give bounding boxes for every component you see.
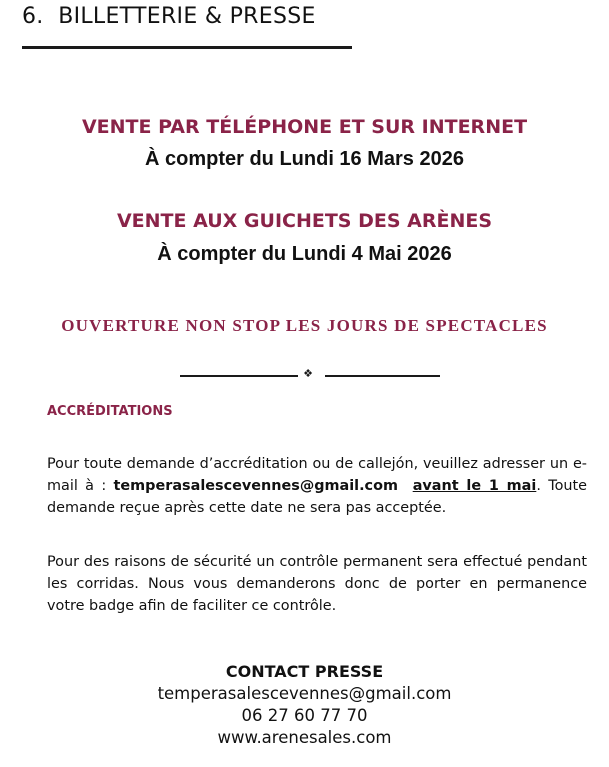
ornament-diamond-icon: ❖ [303, 367, 313, 380]
sale-phone-internet-heading: VENTE PAR TÉLÉPHONE ET SUR INTERNET [81, 116, 528, 138]
sale-phone-internet-date: À compter du Lundi 16 Mars 2026 [145, 148, 464, 170]
press-contact-email[interactable]: temperasalescevennes@gmail.com [157, 684, 452, 703]
ornament-line-left [180, 375, 298, 377]
accreditation-text-intro: Pour toute demande d’accréditation ou de callejón, veuillez adresser un e-mail à : [47, 456, 587, 494]
section-number: 6. [22, 4, 44, 29]
security-paragraph: Pour des raisons de sécurité un contrôle permanent sera effectué pendant les corridas. Nous vous demanderons donc de porter en permanence votre badge afin de faciliter ce contrôle. [47, 554, 587, 614]
sale-ticket-office-date: À compter du Lundi 4 Mai 2026 [157, 243, 452, 265]
press-contact-phone[interactable]: 06 27 60 77 70 [241, 706, 368, 725]
title-underline [22, 46, 352, 49]
section-title-text: BILLETTERIE & PRESSE [58, 4, 316, 29]
accreditation-request-paragraph [47, 453, 587, 519]
section-title [22, 4, 316, 29]
press-contact-heading: CONTACT PRESSE [225, 662, 384, 681]
opening-hours-notice: OUVERTURE NON STOP LES JOURS DE SPECTACLES [61, 316, 548, 335]
accreditation-deadline: avant le 1 mai [412, 478, 537, 494]
accreditation-text-outro: . Toute demande reçue après cette date ne sera pas acceptée. [47, 478, 587, 516]
ornament-line-right [325, 375, 440, 377]
accreditation-email-link[interactable]: temperasalescevennes@gmail.com [113, 478, 398, 494]
press-contact-website[interactable]: www.arenesales.com [217, 728, 392, 747]
sale-ticket-office-heading: VENTE AUX GUICHETS DES ARÈNES [116, 210, 493, 232]
accreditations-heading: ACCRÉDITATIONS [47, 404, 173, 419]
